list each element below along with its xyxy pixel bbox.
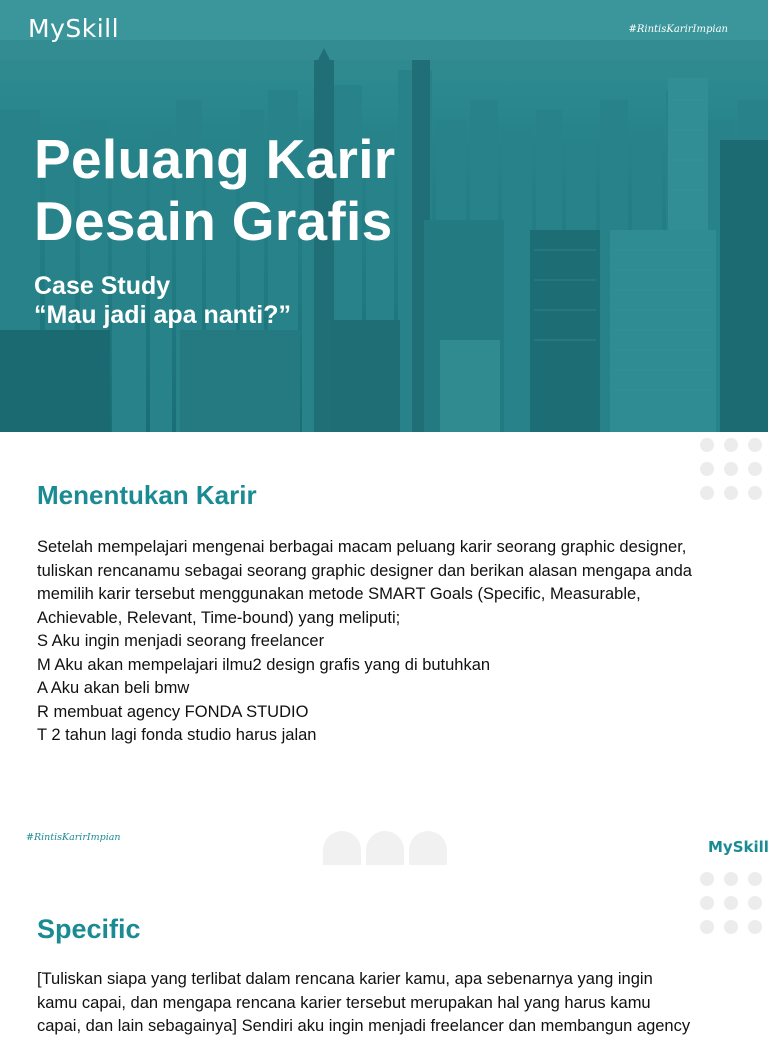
- hashtag-label: #RintisKarirImpian: [628, 24, 728, 35]
- hero-banner: [0, 0, 768, 432]
- section-body-specific: [37, 968, 737, 1039]
- title-line-1: Peluang Karir: [34, 128, 396, 190]
- myskill-logo: MySkill: [28, 14, 120, 43]
- section-title-specific: Specific: [37, 914, 141, 944]
- smart-item-r: R membuat agency FONDA STUDIO: [37, 702, 309, 721]
- smart-item-s: S Aku ingin menjadi seorang freelancer: [37, 632, 325, 650]
- hashtag-label-footer: #RintisKarirImpian: [26, 832, 121, 843]
- body-line: capai, dan lain sebagainya] Sendiri aku ingin menjadi freelancer dan membangun agency: [37, 1017, 691, 1035]
- decorative-tab-shapes: [323, 831, 447, 865]
- section-body-menentukan-karir: [37, 536, 737, 748]
- subtitle-line-1: Case Study: [34, 272, 171, 300]
- section-title-menentukan-karir: Menentukan Karir: [37, 480, 257, 510]
- myskill-logo-small: MySkill: [708, 838, 769, 856]
- body-line: Setelah mempelajari mengenai berbagai macam peluang karir seorang graphic designer,: [37, 538, 687, 556]
- page-subtitle: [34, 272, 291, 330]
- decorative-dot-grid: [700, 872, 762, 934]
- body-line: memilih karir tersebut menggunakan metode SMART Goals (Specific, Measurable,: [37, 585, 641, 603]
- smart-item-m: M Aku akan mempelajari ilmu2 design grafis yang di butuhkan: [37, 655, 491, 674]
- body-line: Achievable, Relevant, Time-bound) yang meliputi;: [37, 608, 401, 627]
- page-title: [34, 128, 396, 252]
- decorative-dot-grid: [700, 438, 762, 500]
- title-line-2: Desain Grafis: [34, 190, 393, 252]
- smart-item-a: A Aku akan beli bmw: [37, 679, 190, 697]
- subtitle-line-2: “Mau jadi apa nanti?”: [34, 301, 291, 329]
- smart-item-t: T 2 tahun lagi fonda studio harus jalan: [37, 726, 317, 744]
- body-line: kamu capai, dan mengapa rencana karier tersebut merupakan hal yang harus kamu: [37, 993, 651, 1012]
- body-line: tuliskan rencanamu sebagai seorang graphic designer dan berikan alasan mengapa anda: [37, 561, 692, 580]
- body-line: [Tuliskan siapa yang terlibat dalam rencana karier kamu, apa sebenarnya yang ingin: [37, 970, 653, 988]
